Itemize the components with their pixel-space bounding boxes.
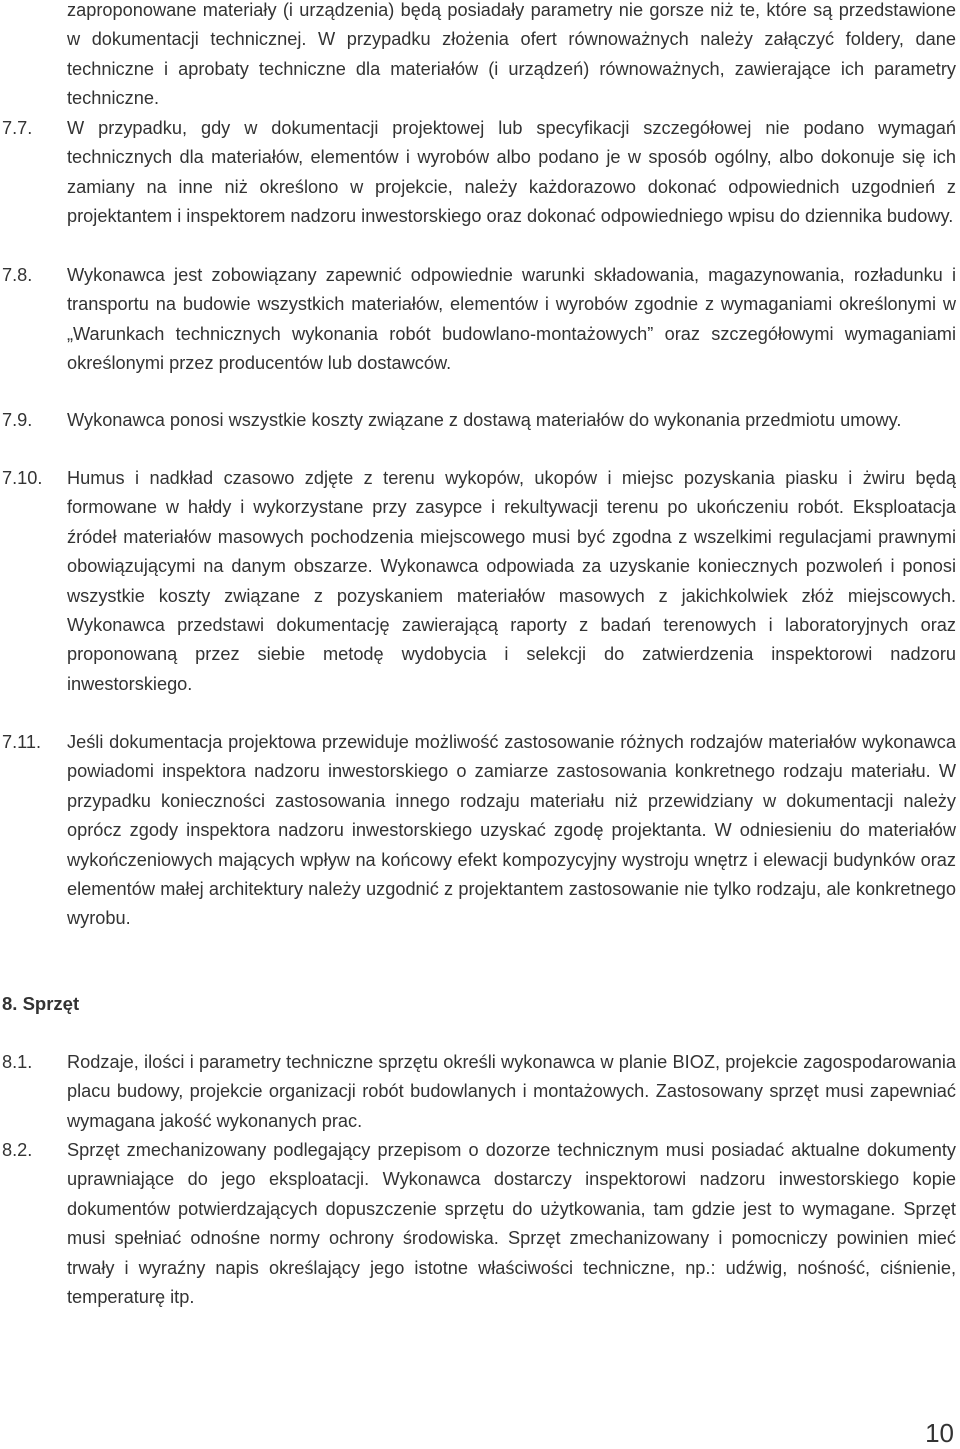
paragraph-text: Wykonawca jest zobowiązany zapewnić odpowiednie warunki składowania, magazynowania, rozładunku i transportu na budowie wszystkich materiałów, elementów i wyrobów zgodnie z wymaganiami określonymi w „Warunkach technicznych wykonania robót budowlano-montażowych” oraz szczegółowymi wymaganiami określonymi przez producentów lub dostawców. [67,265,956,374]
paragraph-number: 8.2. [2,1140,33,1160]
paragraph-text: Rodzaje, ilości i parametry techniczne sprzętu określi wykonawca w planie BIOZ, projekcie zagospodarowania placu budowy, projekcie organizacji robót budowlanych i montażowych. Zastosowany sprzęt musi zapewniać wymagana jakość wykonanych prac. [67,1052,956,1131]
paragraph-number: 7.10. [2,468,43,488]
paragraph-text: W przypadku, gdy w dokumentacji projektowej lub specyfikacji szczegółowej nie podano wymagań technicznych dla materiałów, elementów i wyrobów albo podano je w sposób ogólny, albo dokonuje się ich zamiany na inne niż określono w projekcie, należy każdorazowo dokonać odpowiednich uzgodnień z projektantem i inspektorem nadzoru inwestorskiego oraz dokonać odpowiedniego wpisu do dziennika budowy. [67,118,956,227]
paragraph-number: 8.1. [2,1052,33,1072]
paragraph-number: 7.7. [2,118,33,138]
paragraph-7-9 [0,406,958,435]
paragraph-8-2 [0,1136,958,1312]
paragraph-number: 7.8. [2,265,33,285]
section-heading: 8. Sprzęt [2,993,80,1014]
intro-text: zaproponowane materiały (i urządzenia) będą posiadały parametry nie gorsze niż te, które są przedstawione w dokumentacji technicznej. W przypadku złożenia ofert równoważnych należy załączyć foldery, dane techniczne i aprobaty techniczne dla materiałów (i urządzeń) równoważnych, zawierające ich parametry techniczne. [67,0,956,109]
page-number: 10 [925,1418,954,1448]
paragraph-text: Jeśli dokumentacja projektowa przewiduje możliwość zastosowanie różnych rodzajów materiałów wykonawca powiadomi inspektora nadzoru inwestorskiego o zamiarze zastosowania konkretnego rodzaju materiału. W przypadku konieczności zastosowania innego rodzaju materiału niż przewidziany w dokumentacji należy oprócz zgody inspektora nadzoru inwestorskiego uzyskać zgodę projektanta. W odniesieniu do materiałów wykończeniowych mających wpływ na końcowy efekt kompozycyjny wystroju wnętrz i elewacji budynków oraz elementów małej architektury należy uzgodnić z projektantem zastosowanie nie tylko rodzaju, ale konkretnego wyrobu. [67,732,956,929]
paragraph-7-10 [0,464,958,699]
paragraph-number: 7.11. [2,732,42,752]
paragraph-text: Wykonawca ponosi wszystkie koszty związane z dostawą materiałów do wykonania przedmiotu umowy. [67,410,902,430]
paragraph-7-8 [0,261,958,379]
intro-paragraph [0,0,958,114]
paragraph-text: Humus i nadkład czasowo zdjęte z terenu wykopów, ukopów i miejsc pozyskania piasku i żwiru będą formowane w hałdy i wykorzystane przy zasypce i rekultywacji terenu po ukończeniu robót. Eksploatacja źródeł materiałów masowych pochodzenia miejscowego musi być zgodna z wszelkimi regulacjami prawnymi obowiązującymi na danym obszarze. Wykonawca odpowiada za uzyskanie koniecznych pozwoleń i ponosi wszystkie koszty związane z pozyskaniem materiałów masowych z jakichkolwiek złóż miejscowych. Wykonawca przedstawi dokumentację zawierającą raporty z badań terenowych i laboratoryjnych oraz proponowaną przez siebie metodę wydobycia i selekcji do zatwierdzenia inspektorowi nadzoru inwestorskiego. [67,468,956,694]
paragraph-7-11 [0,728,958,934]
paragraph-text: Sprzęt zmechanizowany podlegający przepisom o dozorze technicznym musi posiadać aktualne dokumenty uprawniające do jego eksploatacji. Wykonawca dostarczy inspektorowi nadzoru inwestorskiego kopie dokumentów potwierdzających dopuszczenie sprzętu do użytkowania, tam gdzie jest to wymagane. Sprzęt musi spełniać odnośne normy ochrony środowiska. Sprzęt zmechanizowany i pomocniczy powinien mieć trwały i wyraźny napis określający jego istotne właściwości techniczne, np.: udźwig, nośność, ciśnienie, temperaturę itp. [67,1140,956,1308]
paragraph-7-7 [0,114,958,232]
paragraph-number: 7.9. [2,410,33,430]
paragraph-8-1 [0,1048,958,1136]
